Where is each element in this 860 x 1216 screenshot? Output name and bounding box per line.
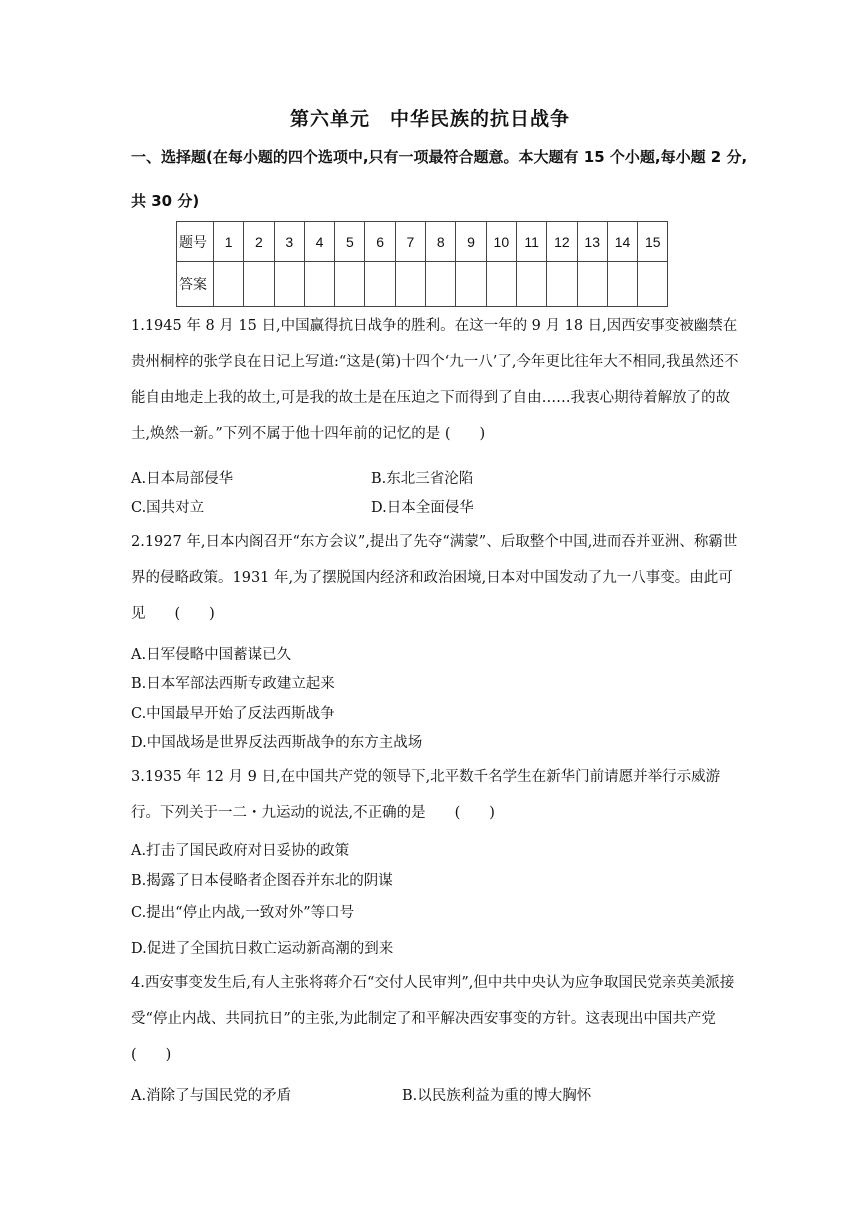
question-3-stem: 3.1935 年 12 月 9 日,在中国共产党的领导下,北平数千名学生在新华门前请愿并举行示威游行。下列关于一二・九运动的说法,不正确的是 ( ) [131,769,721,821]
question-2-option-b: B.日本军部法西斯专政建立起来 [131,676,335,692]
question-1-option-b: B.东北三省沦陷 [371,471,474,487]
question-number: 10 [486,222,516,262]
question-number: 14 [607,222,637,262]
question-number: 7 [395,222,425,262]
answer-cell[interactable] [335,262,365,307]
question-number: 12 [547,222,577,262]
answer-cell[interactable] [577,262,607,307]
answer-cell[interactable] [486,262,516,307]
question-number: 11 [516,222,546,262]
question-3-option-d: D.促进了全国抗日救亡运动新高潮的到来 [131,941,394,957]
answer-cell[interactable] [244,262,274,307]
question-3-option-b: B.揭露了日本侵略者企图吞并东北的阴谋 [131,873,393,889]
answer-cell[interactable] [426,262,456,307]
answer-cell[interactable] [516,262,546,307]
question-2-stem: 2.1927 年,日本内阁召开“东方会议”,提出了先夺“满蒙”、后取整个中国,进而吞并亚洲、称霸世界的侵略政策。1931 年,为了摆脱国内经济和政治困境,日本对中国发动了九一八事变。由此可见 ( ) [131,534,738,622]
answer-cell[interactable] [274,262,304,307]
question-4 [131,965,743,1073]
answer-cell[interactable] [304,262,334,307]
question-1 [131,308,743,452]
question-1-option-a: A.日本局部侵华 [131,471,234,487]
answer-table-answer-row [177,262,668,307]
question-number: 13 [577,222,607,262]
question-1-option-c: C.国共对立 [131,500,205,516]
answer-cell[interactable] [638,262,668,307]
question-4-stem: 4.西安事变发生后,有人主张将蒋介石“交付人民审判”,但中共中央认为应争取国民党亲英美派接受“停止内战、共同抗日”的主张,为此制定了和平解决西安事变的方针。这表现出中国共产党 ( ) [131,975,735,1063]
answer-cell[interactable] [214,262,244,307]
question-number: 1 [214,222,244,262]
question-4-option-a: A.消除了与国民党的矛盾 [131,1088,292,1104]
question-4-option-b: B.以民族利益为重的博大胸怀 [402,1088,592,1104]
section-heading [131,135,751,223]
question-3-option-c: C.提出“停止内战,一致对外”等口号 [131,905,355,921]
question-number: 4 [304,222,334,262]
question-1-stem: 1.1945 年 8 月 15 日,中国赢得抗日战争的胜利。在这一年的 9 月 18 日,因西安事变被幽禁在贵州桐梓的张学良在日记上写道:“这是(第)十四个‘九一八’了,今年更比往年大不相同,我虽然还不能自由地走上我的故土,可是我的故土是在压迫之下而得到了自由……我衷心期待着解放了的故土,焕然一新。”下列不属于他十四年前的记忆的是 ( ) [131,318,739,442]
question-3-option-a: A.打击了国民政府对日妥协的政策 [131,843,350,859]
question-number: 5 [335,222,365,262]
answer-table-number-row [177,222,668,262]
number-row-label: 题号 [177,222,214,262]
answer-cell[interactable] [365,262,395,307]
answer-table [176,221,668,307]
question-number: 9 [456,222,486,262]
question-number: 3 [274,222,304,262]
section-heading-line1: 一、选择题(在每小题的四个选项中,只有一项最符合题意。本大题有 15 个小题,每小题 2 分, [131,148,748,166]
page-title: 第六单元 中华民族的抗日战争 [289,108,570,130]
question-3 [131,759,743,831]
answer-cell[interactable] [395,262,425,307]
answer-cell[interactable] [456,262,486,307]
question-number: 6 [365,222,395,262]
question-number: 2 [244,222,274,262]
answer-cell[interactable] [607,262,637,307]
question-2 [131,524,743,632]
section-heading-line2: 共 30 分) [131,192,200,210]
question-2-option-d: D.中国战场是世界反法西斯战争的东方主战场 [131,735,423,751]
question-1-option-d: D.日本全面侵华 [371,500,474,516]
answer-cell[interactable] [547,262,577,307]
answer-row-label: 答案 [177,262,214,307]
question-number: 8 [426,222,456,262]
question-2-option-a: A.日军侵略中国蓄谋已久 [131,647,292,663]
question-number: 15 [638,222,668,262]
question-2-option-c: C.中国最早开始了反法西斯战争 [131,706,335,722]
